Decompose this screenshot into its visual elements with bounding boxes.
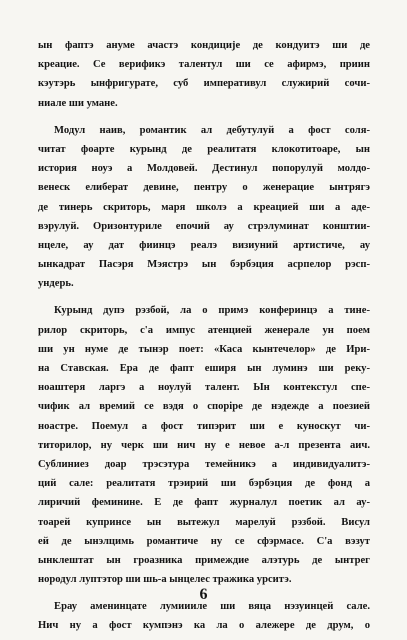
text-line: Курынд дупэ рэзбой, ла о примэ конферинцэ а тине-: [54, 305, 370, 317]
text-line: венеск елиберат девине, пентру о женерацие ынтрягэ: [38, 182, 370, 194]
text-line: ынклештат ын гроазника примеждие алэтурь де ынтрег: [38, 554, 370, 566]
text-line: ын фаптэ ануме ачастэ кондиције де кондуитэ ши де: [38, 40, 370, 51]
paragraph: [38, 121, 370, 294]
text-line: нородул луптэтор ши шь-а ынцелес тражика урситэ.: [38, 574, 292, 586]
text-line: ынкадрат Пасэря Мэястрэ ын бэрбэция асрпелор рэсп-: [38, 259, 370, 271]
text-line: чифик ал времий се вэдя о споріре де нэдежде а поезией: [38, 401, 370, 413]
text-line: титорилор, ну черк ши нич ну е невое а-л презента аич.: [38, 439, 370, 451]
text-line: ноаштеря ларгэ а ноулуй талент. Ын контекстул спе-: [38, 382, 370, 394]
paragraph-gap: [38, 293, 370, 301]
text-line: рилор скриторь, с'а импус атенцией женерале ун поем: [38, 324, 370, 336]
text-line: кэутэрь ынфригурате, суб императивул служирий сочи-: [38, 78, 370, 90]
text-line: читат фоарте курынд де реалитатя клокотитоаре, ын: [38, 143, 370, 155]
paragraph-gap: [38, 113, 370, 121]
text-line: история ноуэ а Молдовей. Дестинул попорулуй молдо-: [38, 163, 370, 175]
text-line: тоарей купринсе ын вытежул марелуй рэзбой. Висул: [38, 516, 370, 528]
text-line: Сублиниез доар трэсэтура темейникэ а индивидуалитэ-: [38, 458, 370, 470]
text-line: ей де ынэлцимь романтиче ну се сфэрмасе. С'а вэзут: [38, 535, 370, 547]
paragraph: [38, 301, 370, 589]
text-line: ши ун нуме де тынэр поет: «Каса кынтечелор» де Ири-: [38, 343, 370, 355]
body-text: [38, 36, 370, 636]
text-line: Модул наив, романтик ал дебутулуй а фост соля-: [54, 124, 370, 136]
text-line: ундерь.: [38, 278, 74, 290]
text-line: Ерау аменинцате лумиииле ши вяца нэзуинцей сале.: [54, 601, 370, 613]
paragraph: [38, 36, 370, 113]
text-line: ниале ши умане.: [38, 97, 118, 109]
text-line: креацие. Се верификэ талентул ши се афирмэ, приин: [38, 59, 370, 71]
text-line: де тинерь скриторь, маря школэ а креацией ши а аде-: [38, 201, 370, 213]
text-line: Нич ну а фост кумпэнэ ка ла о алежере де друм, о: [38, 620, 370, 632]
text-line: лиричий феминине. Е де фапт журналул поетик ал ау-: [38, 497, 370, 509]
text-line: ций сале: реалитатя трэирий ши бэрбэция де фонд а: [38, 478, 370, 490]
text-line: вэрулуй. Оризонтуриле епочий ау стрэлуминат конштии-: [38, 220, 370, 232]
page-number: 6: [199, 586, 208, 603]
text-line: нцеле, ау дат фиинцэ реалэ визиуний артистиче, ау: [38, 239, 370, 251]
text-line: ноастре. Поемул а фост типэрит ши е куноскут чи-: [38, 420, 370, 432]
text-line: на Ставская. Ера де фапт еширя ын луминэ ши реку-: [38, 363, 370, 374]
